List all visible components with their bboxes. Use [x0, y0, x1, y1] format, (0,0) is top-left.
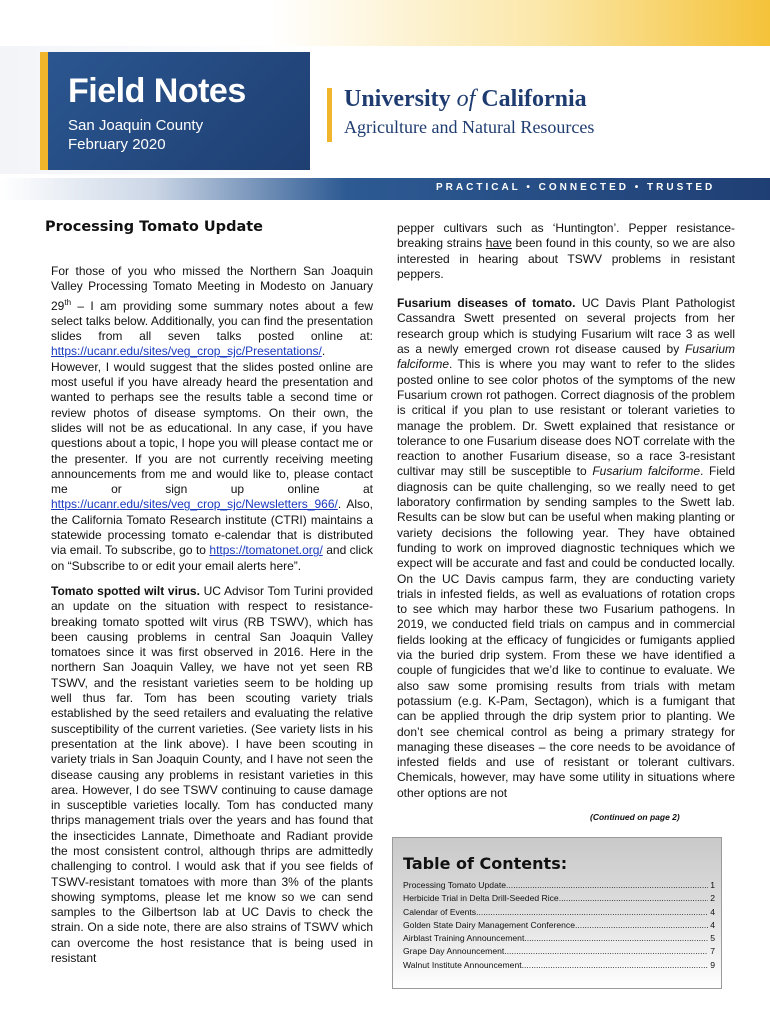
- article-paragraph: [51, 584, 373, 966]
- toc-item[interactable]: [403, 892, 715, 905]
- toc-title: Table of Contents:: [403, 854, 568, 873]
- text-run: . Field diagnosis can be quite challenging, so we really need to get laboratory confirmation by sending samples to the Swett lab. Results can be slow but can be useful when making planting or variety decisions the following year. They have obtained funding to work on improved diagnostic techniques which we expect will be accurate and fast and could be conducted locally. On the UC Davis campus farm, they are conducting variety trials in infested fields, as well as evaluations of rotation crops to see which may harbor these two Fusarium pathogens. In 2019, we conducted field trials on campus and in commercial fields looking at the efficacy of fungicides or fumigants applied via the buried drip system. From these we have identified a couple of fungicides that we’d like to continue to evaluate. We also saw some promising results from trials with metam potassium (e.g. K-Pam, Sectagon), which is a fumigant that can be applied through the drip system prior to planting. We don’t see chemical control as being a primary strategy for managing these diseases – the core needs to be avoidance of infested fields and use of resistant or tolerant cultivars. Chemicals, however, may have some utility in situations where other options are not: [397, 464, 736, 800]
- article-title: Processing Tomato Update: [45, 219, 263, 235]
- toc-item-page: 9: [710, 959, 715, 970]
- toc-item-page: 4: [710, 906, 715, 917]
- tagline-text: PRACTICAL • CONNECTED • TRUSTED: [436, 182, 716, 193]
- toc-leader-dots: [524, 932, 708, 945]
- toc-item-page: 7: [710, 946, 715, 957]
- toc-item[interactable]: [403, 945, 715, 958]
- uc-wordmark-of: of: [456, 86, 476, 112]
- text-run: and click on “Subscribe to or edit your email alerts here”.: [51, 543, 373, 573]
- uc-wordmark-part: University: [344, 86, 457, 112]
- toc-list: [403, 879, 715, 972]
- toc-leader-dots: [559, 892, 709, 905]
- toc-leader-dots: [506, 879, 708, 892]
- toc-item[interactable]: [403, 959, 715, 972]
- top-accent-stripe: [0, 0, 770, 52]
- toc-item[interactable]: [403, 932, 715, 945]
- uc-logo-bar: [327, 88, 332, 142]
- article-column-left: [51, 264, 373, 974]
- superscript: th: [64, 297, 72, 307]
- toc-item[interactable]: [403, 906, 715, 919]
- uc-wordmark-part: California: [475, 86, 587, 112]
- newsletter-title: Field Notes: [68, 72, 246, 110]
- text-run: been found in this county, so we are also interested in hearing about TSWV problems in resistant peppers.: [397, 236, 735, 281]
- text-run: UC Advisor Tom Turini provided an update on the situation with respect to resistance-breaking tomato spotted wilt virus (RB TSWV), which has been causing problems in central San Joaquin Valley tomatoes since it was first observed in 2016. Here in the northern San Joaquin Valley, we have not yet seen RB TSWV, and the resistant varieties seem to be holding up well thus far. Tom has been scouting variety trials established by the seed retailers and evaluating the relative susceptibility of the current varieties. (See variety lists in his presentation at the link above). I have been scouting in variety trials in San Joaquin County, and I have not seen the disease causing any problems in resistant varieties in this area. However, I do see TSWV continuing to cause damage in susceptible varieties locally. Tom has conducted many thrips management trials over the years and has found that the insecticides Lannate, Dimethoate and Radiant provide the most consistent control, although thrips are admittedly challenging to control. I would ask that if you see fields of TSWV-resistant tomatoes with more than 3% of the plants showing symptoms, please let me know so we can send samples to the Gilbertson lab at UC Davis to check the strain. On a side note, there are also strains of TSWV which can overcome the host resistance that is being used in resistant: [51, 583, 373, 966]
- toc-item-label: Calendar of Events: [403, 906, 477, 917]
- presentations-link[interactable]: https://ucanr.edu/sites/veg_crop_sjc/Presentations/: [51, 344, 322, 359]
- text-run: UC Davis Plant Pathologist Cassandra Swett presented on several projects from her research group which is studying Fusarium wilt race 3 as well as a newly emerged crown rot disease caused by: [397, 296, 735, 357]
- toc-leader-dots: [522, 959, 709, 972]
- text-run: . This is where you may want to refer to the slides posted online to see color photos of the symptoms of the new Fusarium crown rot pathogen. Correct diagnosis of the problem is critical if you plan to use resistant or tolerant varieties to manage the problem. Dr. Swett explained that resistance or tolerance to one Fusarium disease does NOT correlate with the reaction to another Fusarium disease, so a race 3-resistant cultivar may still be susceptible to: [397, 357, 735, 479]
- toc-item-page: 2: [710, 893, 715, 904]
- toc-item-page: 1: [710, 880, 715, 890]
- article-paragraph: [397, 296, 735, 801]
- article-column-right: [397, 221, 735, 809]
- newsletters-link[interactable]: https://ucanr.edu/sites/veg_crop_sjc/Newsletters_966/: [51, 497, 338, 512]
- text-run: – I am providing some summary notes about a few select talks below. Additionally, you can find the presentation slides from all seven talks posted online at:: [51, 298, 373, 344]
- toc-item[interactable]: [403, 919, 715, 932]
- table-of-contents: [392, 837, 722, 989]
- uc-division-name: Agriculture and Natural Resources: [344, 117, 595, 137]
- toc-leader-dots: [504, 945, 708, 958]
- county-name: San Joaquin County: [68, 117, 204, 134]
- gold-gradient-accent: [270, 0, 770, 46]
- italic-text: Fusarium falciforme: [397, 342, 735, 372]
- paragraph-heading: Tomato spotted wilt virus.: [51, 583, 200, 598]
- italic-text: Fusarium falciforme: [592, 464, 701, 479]
- toc-item-label: Airblast Training Announcement: [403, 933, 525, 944]
- tagline-bar: [0, 178, 770, 200]
- issue-date: February 2020: [68, 136, 166, 153]
- toc-item-label: Processing Tomato Update: [403, 880, 507, 890]
- toc-item-page: 5: [710, 933, 715, 944]
- toc-leader-dots: [575, 919, 708, 932]
- text-run: . However, I would suggest that the slides posted online are most useful if you have already heard the presentation and wanted to perhaps see the results table a second time or review photos of disease symptoms. On their own, the slides will not be as educational. In any case, if you have questions about a topic, I hope you will please contact me or the presenter. If you are not currently receiving meeting announcements from me and would like to, please contact me or sign up online at: [51, 344, 373, 497]
- toc-leader-dots: [476, 906, 708, 919]
- toc-item-label: Herbicide Trial in Delta Drill-Seeded Rice: [403, 893, 559, 904]
- tomatonet-link[interactable]: https://tomatonet.org/: [209, 543, 323, 558]
- paragraph-heading: Fusarium diseases of tomato.: [397, 296, 576, 311]
- text-run: . Also, the California Tomato Research institute (CTRI) maintains a statewide processing tomato e-calendar that is distributed via email. To subscribe, go to: [51, 497, 373, 558]
- text-run: For those of you who missed the Northern San Joaquin Valley Processing Tomato Meeting in Modesto on January 29: [51, 264, 373, 313]
- toc-item-label: Walnut Institute Announcement: [403, 959, 522, 970]
- uc-logo-wordmark: [344, 86, 587, 113]
- toc-item-page: 4: [710, 919, 715, 930]
- toc-item[interactable]: [403, 879, 715, 892]
- article-paragraph: [51, 264, 373, 574]
- underlined-text: have: [485, 236, 512, 251]
- toc-item-label: Golden State Dairy Management Conference: [403, 919, 575, 930]
- toc-item-label: Grape Day Announcement: [403, 946, 505, 957]
- newsletter-title-block: [40, 52, 310, 170]
- article-paragraph: [397, 221, 735, 282]
- text-run: pepper cultivars such as ‘Huntington’. Pepper resistance-breaking strains: [397, 221, 735, 251]
- newsletter-subtitle: [68, 116, 203, 154]
- continued-note: (Continued on page 2): [590, 812, 680, 822]
